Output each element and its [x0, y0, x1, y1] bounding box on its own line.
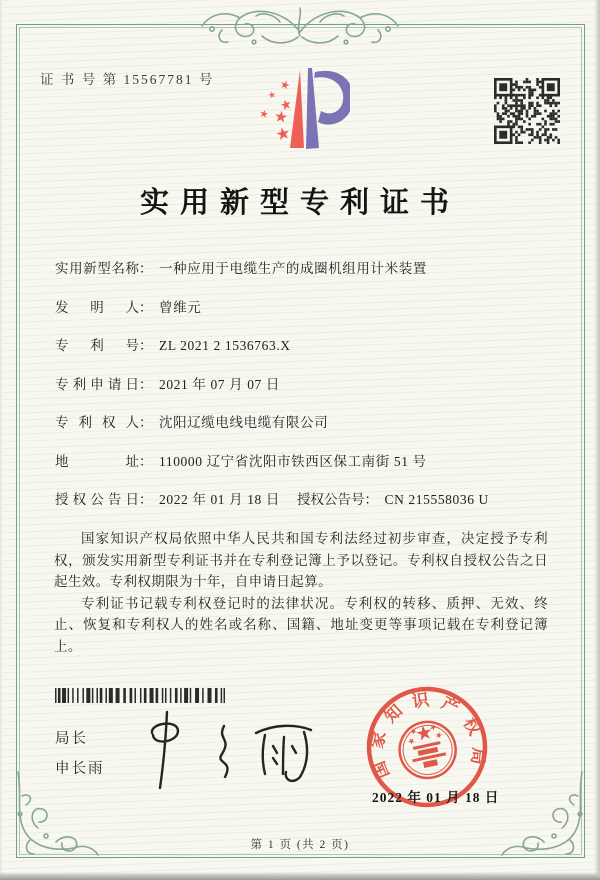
legal-paragraph-1: 国家知识产权局依照中华人民共和国专利法经过初步审查，决定授予专利权，颁发实用新型专利证书并在专利登记簿上予以登记。专利权自授权公告之日起生效。专利权期限为十年，自申请日起算。 — [54, 531, 548, 589]
field-colon: ： — [139, 338, 153, 353]
field-colon: ： — [139, 453, 153, 469]
field-patent-number — [55, 335, 555, 357]
field-label: 专利号 — [55, 338, 139, 353]
page-number: 第 1 页 (共 2 页) — [250, 839, 350, 851]
scan-edge-right — [594, 0, 600, 880]
qr-code — [494, 78, 560, 144]
seal-national-emblem-icon — [394, 717, 460, 783]
field-patentee — [55, 412, 555, 434]
field-grant-number — [297, 489, 489, 511]
field-inventor — [55, 297, 555, 319]
scan-edge-bottom — [0, 872, 600, 880]
grant-date-value: 2022 年 01 月 18 日 — [159, 492, 280, 507]
certificate-title: 实用新型专利证书 — [139, 187, 460, 219]
field-label: 专利申请日 — [55, 376, 139, 392]
cnipa-logo-icon — [250, 64, 350, 162]
top-flourish-ornament-icon — [192, 2, 408, 52]
scan-edge-left — [0, 0, 2, 880]
field-value: 沈阳辽缆电线电缆有限公司 — [159, 415, 329, 430]
field-colon: ： — [139, 376, 153, 392]
seal-ring-text: 国家知识产权局 — [367, 690, 489, 782]
certificate-number: 证 书 号 第 15567781 号 — [40, 72, 215, 87]
field-label: 地址 — [55, 453, 139, 469]
signer-block — [55, 724, 105, 784]
field-value: 一种应用于电缆生产的成圈机组用计米装置 — [159, 261, 427, 276]
field-grant-announcement — [55, 489, 555, 511]
legal-text — [54, 528, 548, 657]
field-colon: ： — [139, 492, 153, 507]
field-label: 专利权人 — [55, 415, 139, 430]
signature-shen-changyu — [128, 700, 328, 795]
field-utility-model-name — [55, 258, 555, 280]
legal-paragraph-2: 专利证书记载专利权登记时的法律状况。专利权的转移、质押、无效、终止、恢复和专利权人的姓名或名称、国籍、地址变更等事项记载在专利登记簿上。 — [54, 595, 548, 654]
field-address — [55, 451, 555, 473]
field-label: 实用新型名称 — [55, 261, 139, 276]
grant-no-label: 授权公告号 — [297, 492, 365, 507]
signer-title: 局长 — [55, 731, 88, 747]
field-value: 110000 辽宁省沈阳市铁西区保工南街 51 号 — [159, 453, 427, 469]
field-colon: ： — [139, 299, 153, 315]
seal-date: 2022 年 01 月 18 日 — [372, 790, 500, 805]
field-colon: ： — [139, 415, 153, 430]
grant-date-label: 授权公告日 — [55, 492, 139, 507]
field-colon: ： — [139, 261, 153, 276]
field-colon: ： — [364, 492, 378, 507]
certificate-fields — [55, 258, 555, 528]
signer-name: 申长雨 — [55, 761, 105, 777]
field-label: 发明人 — [55, 299, 139, 315]
field-value: ZL 2021 2 1536763.X — [159, 338, 291, 353]
grant-no-value: CN 215558036 U — [384, 492, 489, 507]
field-value: 2021 年 07 月 07 日 — [159, 376, 280, 392]
field-value: 曾维元 — [159, 299, 202, 315]
field-filing-date — [55, 374, 555, 396]
